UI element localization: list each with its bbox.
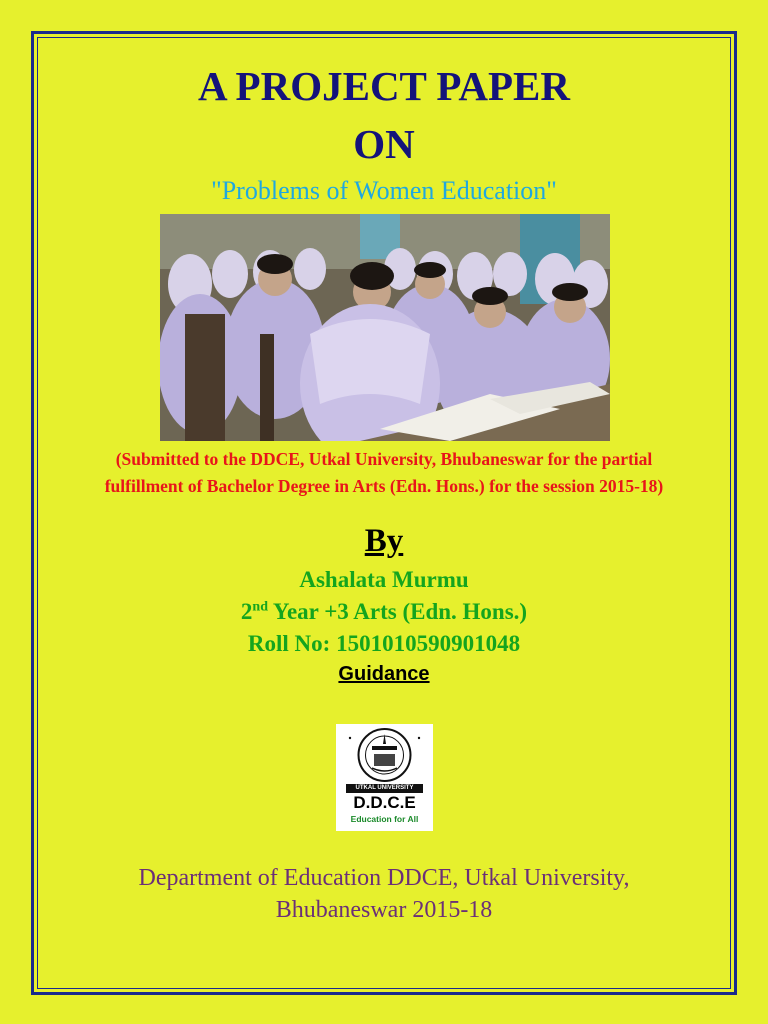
ddce-logo bbox=[336, 724, 433, 831]
logo-ddce-label: D.D.C.E bbox=[353, 793, 416, 812]
roll-number: Roll No: 1501010590901048 bbox=[247, 631, 521, 656]
author-name: Ashalata Murmu bbox=[299, 567, 469, 592]
department-line-2: Bhubaneswar 2015-18 bbox=[275, 897, 493, 923]
university-seal-icon bbox=[336, 724, 433, 784]
department-info bbox=[80, 862, 688, 926]
title-line-2: ON bbox=[353, 121, 415, 167]
logo-university-label: UTKAL UNIVERSITY bbox=[346, 784, 423, 793]
department-line-1: Department of Education DDCE, Utkal University, bbox=[138, 865, 630, 891]
by-label: By bbox=[364, 523, 404, 559]
year-number: 2 bbox=[240, 599, 253, 624]
classroom-photo-graphic bbox=[160, 214, 610, 441]
classroom-photo bbox=[160, 214, 610, 441]
logo-tagline: Education for All bbox=[350, 814, 419, 824]
year-suffix: nd bbox=[252, 599, 268, 615]
guidance-label: Guidance bbox=[338, 663, 430, 685]
year-details: Year +3 Arts (Edn. Hons.) bbox=[267, 599, 528, 624]
project-subtitle: "Problems of Women Education" bbox=[211, 176, 557, 205]
submission-statement: (Submitted to the DDCE, Utkal University, Bhubaneswar for the partial fulfillment of Bachelor Degree in Arts (Edn. Hons.) for the session 2015-18) bbox=[104, 449, 664, 496]
title-line-1: A PROJECT PAPER bbox=[197, 63, 571, 109]
year-of-study bbox=[0, 599, 768, 625]
